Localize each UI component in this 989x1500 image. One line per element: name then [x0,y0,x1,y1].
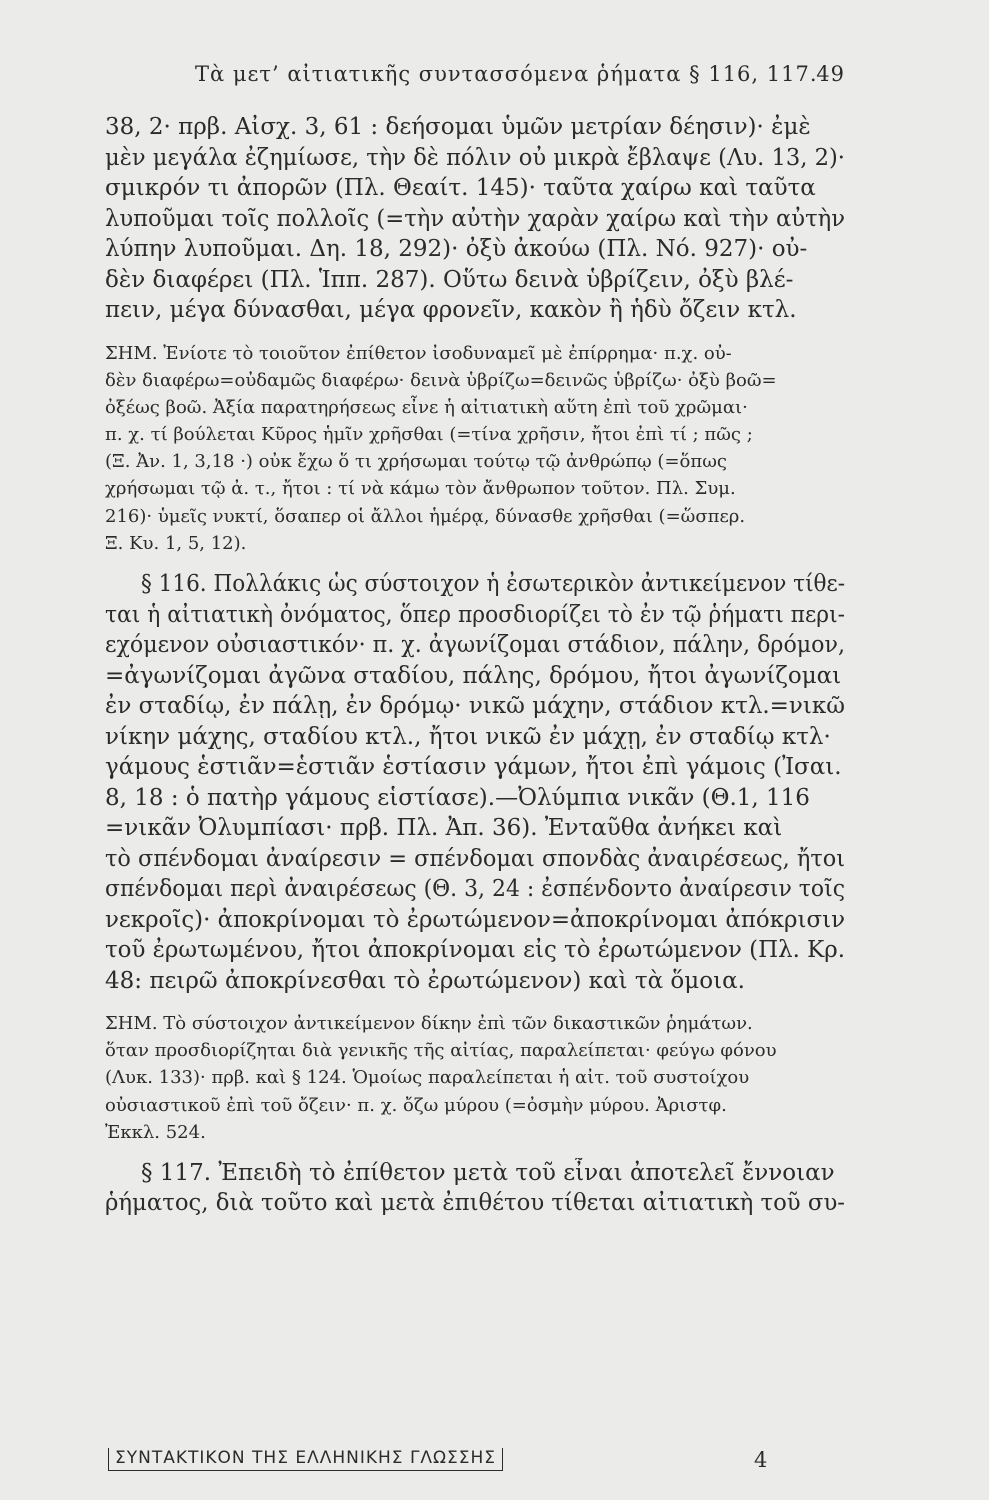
note-block [105,1010,845,1146]
text-line: τοῦ ἐρωτωμένου, ἤτοι ἀποκρίνομαι εἰς τὸ ἐρωτώμενον (Πλ. Κρ. [105,937,845,963]
page-footer [108,1448,838,1478]
text-line: σμικρόν τι ἀπορῶν (Πλ. Θεαίτ. 145)· ταῦτα χαίρω καὶ ταῦτα [105,175,816,201]
note-block [105,340,845,558]
section-first-line: § 117. Ἐπειδὴ τὸ ἐπίθετον μετὰ τοῦ εἶναι ἀποτελεῖ ἔννοιαν [141,1159,835,1186]
text-line: σπένδομαι περὶ ἀναιρέσεως (Θ. 3, 24 : ἐσπένδοντο ἀναίρεσιν τοῖς [105,876,845,902]
text-line: νεκροῖς)· ἀποκρίνομαι τὸ ἐρωτώμενον=ἀποκρίνομαι ἀπόκρισιν [105,906,845,933]
text-line: γάμους ἑστιᾶν=ἑστιᾶν ἑστίασιν γάμων, ἤτοι ἐπὶ γάμοις (Ἰσαι. [105,754,842,780]
text-line: εχόμενον οὐσιαστικόν· π. χ. ἀγωνίζομαι στάδιον, πάλην, δρόμον, [105,632,845,658]
text-line: λύπην λυποῦμαι. Δη. 18, 292)· ὀξὺ ἀκούω (Πλ. Νό. 927)· οὐ- [105,236,808,262]
text-line: ἐν σταδίῳ, ἐν πάλῃ, ἐν δρόμῳ· νικῶ μάχην, στάδιον κτλ.=νικῶ [105,693,845,719]
text-line: =νικᾶν Ὀλυμπίασι· πρβ. Πλ. Ἀπ. 36). Ἐνταῦθα ἀνήκει καὶ [105,815,783,841]
signature-mark: 4 [754,1448,769,1472]
running-title: Τὰ μετ’ αἰτιατικῆς συντασσόμενα ῥήματα § 116, 117. [195,62,818,86]
note-line: χρήσωμαι τῷ ἀ. τ., ἤτοι : τί νὰ κάμω τὸν ἄνθρωπον τοῦτον. Πλ. Συμ. [105,478,736,500]
text-line: =ἀγωνίζομαι ἀγῶνα σταδίου, πάλης, δρόμου, ἤτοι ἀγωνίζομαι [105,662,842,689]
note-line: 216)· ὑμεῖς νυκτί, ὅσαπερ οἱ ἄλλοι ἡμέρᾳ, δύνασθε χρῆσθαι (=ὥσπερ. [105,505,746,527]
page-body [105,112,845,1219]
text-line: δὲν διαφέρει (Πλ. Ἱππ. 287). Οὕτω δεινὰ ὑβρίζειν, ὀξὺ βλέ- [105,266,794,293]
note-line: (Ξ. Ἀν. 1, 3,18 ·) οὐκ ἔχω ὅ τι χρήσωμαι τούτῳ τῷ ἀνθρώπῳ (=ὅπως [105,451,727,473]
running-header [140,62,845,92]
text-line: 8, 18 : ὁ πατὴρ γάμους εἱστίασε).—Ὀλύμπια νικᾶν (Θ.1, 116 [105,784,810,811]
note-line: ὅταν προσδιορίζηται διὰ γενικῆς τῆς αἰτίας, παραλείπεται· φεύγω φόνου [105,1040,777,1062]
note-line: ΣΗΜ. Ἐνίοτε τὸ τοιοῦτον ἐπίθετον ἰσοδυναμεῖ μὲ ἐπίρρημα· π.χ. οὐ- [105,342,732,364]
note-line: ὀξέως βοῶ. Ἀξία παρατηρήσεως εἶνε ἡ αἰτιατικὴ αὕτη ἐπὶ τοῦ χρῶμαι· [105,396,748,418]
paragraph-continuation [105,112,845,326]
text-line: μὲν μεγάλα ἐζημίωσε, τὴν δὲ πόλιν οὐ μικρὰ ἔβλαψε (Λυ. 13, 2)· [105,144,845,171]
text-line: λυποῦμαι τοῖς πολλοῖς (=τὴν αὐτὴν χαρὰν χαίρω καὶ τὴν αὐτὴν [105,205,845,232]
note-line: Ξ. Κυ. 1, 5, 12). [105,532,247,554]
text-line: τὸ σπένδομαι ἀναίρεσιν = σπένδομαι σπονδὰς ἀναιρέσεως, ἤτοι [105,845,845,872]
note-line: οὐσιαστικοῦ ἐπὶ τοῦ ὄζειν· π. χ. ὄζω μύρου (=ὀσμὴν μύρου. Ἀριστφ. [105,1094,727,1116]
page-number: 49 [816,62,845,86]
note-line: (Λυκ. 133)· πρβ. καὶ § 124. Ὁμοίως παραλείπεται ἡ αἰτ. τοῦ συστοίχου [105,1067,750,1089]
book-title: ΣΥΝΤΑΚΤΙΚΟΝ ΤΗΣ ΕΛΛΗΝΙΚΗΣ ΓΛΩΣΣΗΣ [108,1448,503,1471]
section-117 [105,1158,845,1219]
text-line: πειν, μέγα δύνασθαι, μέγα φρονεῖν, κακὸν ἢ ἡδὺ ὄζειν κτλ. [105,297,797,323]
note-line: δὲν διαφέρω=οὐδαμῶς διαφέρω· δεινὰ ὑβρίζω=δεινῶς ὑβρίζω· ὀξὺ βοῶ= [105,369,777,391]
note-line: π. χ. τί βούλεται Κῦρος ἡμῖν χρῆσθαι (=τίνα χρῆσιν, ἤτοι ἐπὶ τί ; πῶς ; [105,424,753,446]
text-line: 48: πειρῶ ἀποκρίνεσθαι τὸ ἐρωτώμενον) καὶ τὰ ὅμοια. [105,967,745,994]
note-line: ΣΗΜ. Τὸ σύστοιχον ἀντικείμενον δίκην ἐπὶ τῶν δικαστικῶν ῥημάτων. [105,1013,753,1034]
section-116 [105,569,845,996]
text-line: ῥήματος, διὰ τοῦτο καὶ μετὰ ἐπιθέτου τίθεται αἰτιατικὴ τοῦ συ- [105,1190,845,1217]
note-line: Ἐκκλ. 524. [105,1121,206,1143]
section-first-line: § 116. Πολλάκις ὡς σύστοιχον ἡ ἐσωτερικὸν ἀντικείμενον τίθε- [141,571,845,597]
text-line: νίκην μάχης, σταδίου κτλ., ἤτοι νικῶ ἐν μάχῃ, ἐν σταδίῳ κτλ· [105,723,831,750]
text-line: 38, 2· πρβ. Αἰσχ. 3, 61 : δεήσομαι ὑμῶν μετρίαν δέησιν)· ἐμὲ [105,114,811,140]
text-line: ται ἡ αἰτιατικὴ ὀνόματος, ὅπερ προσδιορίζει τὸ ἐν τῷ ῥήματι περι- [105,601,845,628]
